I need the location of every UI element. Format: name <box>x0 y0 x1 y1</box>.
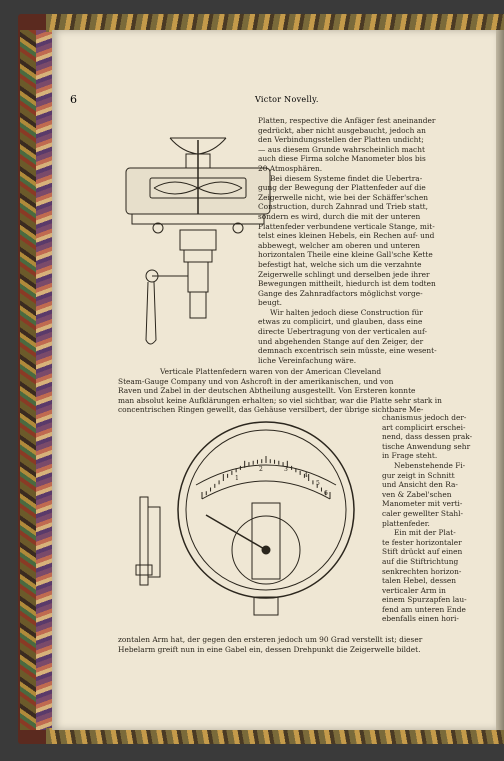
text-line: Gange des Zahnradfactors möglichst vorge- <box>258 288 423 298</box>
text-line: tische Anwendung sehr <box>382 441 471 451</box>
text-line: Bewegungen mittheilt, hiedurch ist dem todten <box>258 279 436 289</box>
text-line: Platten, respective die Anfäger fest aneinander <box>258 116 436 125</box>
text-line: Hebelarm greift nun in eine Gabel ein, dessen Drehpunkt die Zeigerwelle bildet. <box>118 644 421 654</box>
text-line: auf die Stiftrichtung <box>382 556 459 566</box>
text-line: directe Uebertragung von der verticalen auf- <box>258 327 427 337</box>
text-line: sondern es wird, durch die mit der unteren <box>258 211 421 221</box>
text-line: fend am unteren Ende <box>382 604 466 614</box>
text-line: te fester horizontaler <box>382 537 462 547</box>
text-line: Manometer mit verti- <box>382 499 463 509</box>
text-line: zontalen Arm hat, der gegen den ersteren jedoch um 90 Grad verstellt ist; dieser <box>118 635 423 644</box>
text-line: caler gewellter Stahl- <box>382 508 463 518</box>
text-line: ven & Zabel'schen <box>382 489 452 499</box>
text-line: plattenfeder. <box>382 518 430 528</box>
marbled-edge-bottom <box>46 728 504 744</box>
text-line: demnach excentrisch sein müsste, eine wesent- <box>258 346 437 356</box>
text-line: Nebenstehende Fi- <box>394 460 466 470</box>
text-line: und Ansicht den Ra- <box>382 480 458 490</box>
text-line: etwas zu complicirt, und glauben, dass eine <box>258 317 423 327</box>
text-line: Zeigerwelle nicht, wie bei der Schäffer'schen <box>258 192 428 202</box>
text-line: nend, dass dessen prak- <box>382 432 473 442</box>
running-head: Victor Novelly. <box>255 95 319 104</box>
text-line: Raven und Zabel in der deutschen Abtheilung ausgestellt. Von Ersteren konnte <box>118 386 416 396</box>
text-line: Stift drückt auf einen <box>382 547 463 557</box>
text-line: Construction, durch Zahnrad und Trieb statt, <box>258 202 428 212</box>
scale-label: 5 <box>316 480 320 487</box>
scale-label: 3 <box>284 466 288 473</box>
scale-label: 6 <box>324 490 328 497</box>
text-line: ebenfalls einen hori- <box>382 614 459 624</box>
text-line: gur zeigt in Schnitt <box>382 470 455 480</box>
text-line: Ein mit der Plat- <box>394 528 456 538</box>
text-column-right <box>382 413 474 624</box>
figure-gauge-dial <box>132 405 372 615</box>
text-line: art complicirt erschei- <box>382 422 466 432</box>
text-line: einem Spurzapfen lau- <box>382 595 467 605</box>
text-line: Bei diesem Systeme findet die Uebertra- <box>270 173 423 183</box>
text-line: man absolut keine Aufklärungen erhalten; so viel sichtbar, war die Platte sehr stark in <box>118 395 442 405</box>
text-line: Zeigerwelle schlingt und derselben jede ihrer <box>258 269 430 279</box>
text-line: und abgehenden Stange auf den Zeiger, der <box>258 336 424 346</box>
page-number: 6 <box>70 93 77 106</box>
text-line: Plattenfeder verbundene verticale Stange, mit- <box>258 221 435 231</box>
scale-label: 2 <box>259 466 263 473</box>
text-line: Steam-Gauge Company und von Ashcroft in der amerikanischen, und von <box>118 376 394 386</box>
text-line: befestigt hat, welche sich um die verzahnte <box>258 259 422 269</box>
text-line: beugt. <box>258 298 282 308</box>
text-line: senkrechten horizon- <box>382 566 462 576</box>
text-line: auch diese Firma solche Manometer blos bis <box>258 154 426 164</box>
text-line: concentrischen Ringen gewellt, das Gehäuse versilbert, der übrige sichtbare Me- <box>118 405 424 415</box>
scale-label: 1 <box>235 475 239 482</box>
text-line: Verticale Plattenfedern waren von der American Cleveland <box>160 367 382 376</box>
text-line: gedrückt, aber nicht ausgebaucht, jedoch an <box>258 125 426 135</box>
text-line: talen Hebel, dessen <box>382 576 457 586</box>
text-line: den Verbindungsstellen der Platten undicht; <box>258 135 424 145</box>
scale-label: 4 <box>304 472 308 479</box>
text-line: gung der Bewegung der Plattenfeder auf die <box>258 183 426 193</box>
text-line: telst eines kleinen Hebels, ein Rechen auf- und <box>258 231 435 241</box>
text-column-top <box>258 116 458 365</box>
text-line: 20 Atmosphären. <box>258 163 323 173</box>
figure-gauge-section <box>122 130 272 360</box>
text-line: Wir halten jedoch diese Construction für <box>270 307 423 317</box>
text-line: chanismus jedoch der- <box>382 413 467 422</box>
text-line: — aus diesem Grunde wahrscheinlich macht <box>258 144 425 154</box>
text-line: liche Vereinfachung wäre. <box>258 355 357 365</box>
text-line: abbewegt, welcher am oberen und unteren <box>258 240 421 250</box>
text-line: verticaler Arm in <box>382 585 446 595</box>
text-line: horizontalen Theile eine kleine Gall'sche Kette <box>258 250 433 260</box>
book-page <box>52 30 496 730</box>
text-line: in Frage steht. <box>382 451 438 461</box>
text-bottom <box>118 635 474 654</box>
